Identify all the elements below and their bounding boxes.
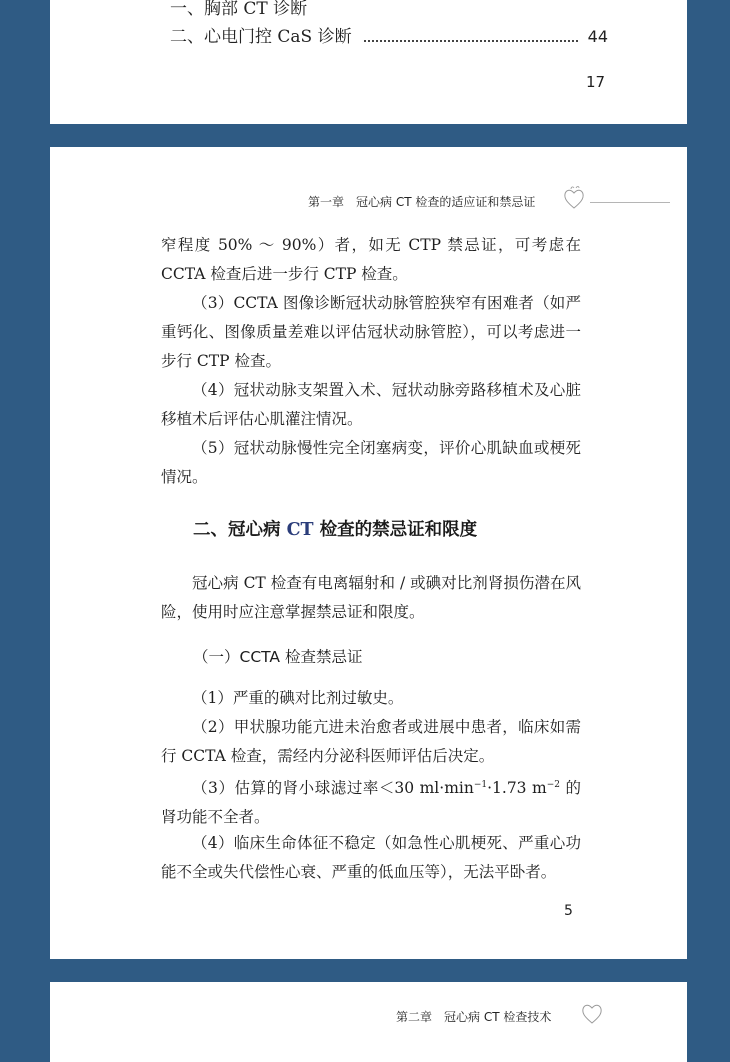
list-item: （4）临床生命体征不稳定（如急性心肌梗死、严重心功能不全或失代偿性心衰、严重的低血压等），无法平卧者。 [161, 834, 581, 881]
paragraph: （3）CCTA 图像诊断冠状动脉管腔狭窄有困难者（如严重钙化、图像质量差难以评估冠状动脉管腔），可以考虑进一步行 CTP 检查。 [161, 294, 581, 370]
paragraph: （5）冠状动脉慢性完全闭塞病变，评价心肌缺血或梗死情况。 [161, 439, 581, 486]
toc-entry-title: 二、心电门控 CaS 诊断 [170, 27, 352, 47]
section-heading-highlight: CT [286, 520, 314, 540]
heart-icon [580, 1000, 604, 1026]
section-heading-prefix: 二、冠心病 [193, 520, 287, 540]
running-header-chapter: 第二章 [396, 1010, 433, 1024]
toc-leader-dots [364, 40, 578, 42]
section-heading-suffix: 检查的禁忌证和限度 [313, 520, 478, 540]
main-page [50, 147, 687, 959]
running-header-title: 冠心病 CT 检查的适应证和禁忌证 [356, 195, 536, 209]
paragraph: 窄程度 50% ～ 90%）者，如无 CTP 禁忌证，可考虑在 CCTA 检查后进一步行 CTP 检查。 [161, 236, 581, 283]
previous-page [50, 0, 687, 124]
toc-entry-page: 44 [587, 27, 608, 46]
running-header-title: 冠心病 CT 检查技术 [444, 1010, 552, 1024]
header-rule [590, 202, 670, 203]
next-page [50, 982, 687, 1062]
paragraph: （4）冠状动脉支架置入术、冠状动脉旁路移植术及心脏移植术后评估心肌灌注情况。 [161, 381, 581, 428]
page-number: 17 [586, 73, 606, 91]
list-item: （2）甲状腺功能亢进未治愈者或进展中患者，临床如需行 CCTA 检查，需经内分泌科医师评估后决定。 [161, 718, 581, 765]
section-heading [193, 516, 477, 541]
egfr-exponent-1: −1 [473, 780, 488, 790]
running-header-chapter: 第一章 [308, 195, 345, 209]
toc-entry [170, 22, 608, 47]
subheading: （一）CCTA 检查禁忌证 [193, 648, 363, 666]
page-number: 5 [564, 903, 573, 919]
running-header [308, 193, 535, 210]
section-intro: 冠心病 CT 检查有电离辐射和 / 或碘对比剂肾损伤潜在风险，使用时应注意掌握禁忌证和限度。 [161, 574, 581, 621]
running-header [396, 1008, 551, 1025]
heart-icon [562, 185, 586, 211]
list-item: （1）严重的碘对比剂过敏史。 [192, 689, 404, 707]
egfr-lead: （3）估算的肾小球滤过率＜30 ml·min [192, 779, 474, 798]
toc-entry-cut: 一、胸部 CT 诊断 [170, 0, 308, 19]
egfr-exponent-2: −2 [546, 780, 560, 790]
egfr-mid: ·1.73 m [487, 779, 547, 798]
egfr-tail: 的肾功能不全者。 [161, 779, 581, 827]
list-item [161, 771, 581, 832]
